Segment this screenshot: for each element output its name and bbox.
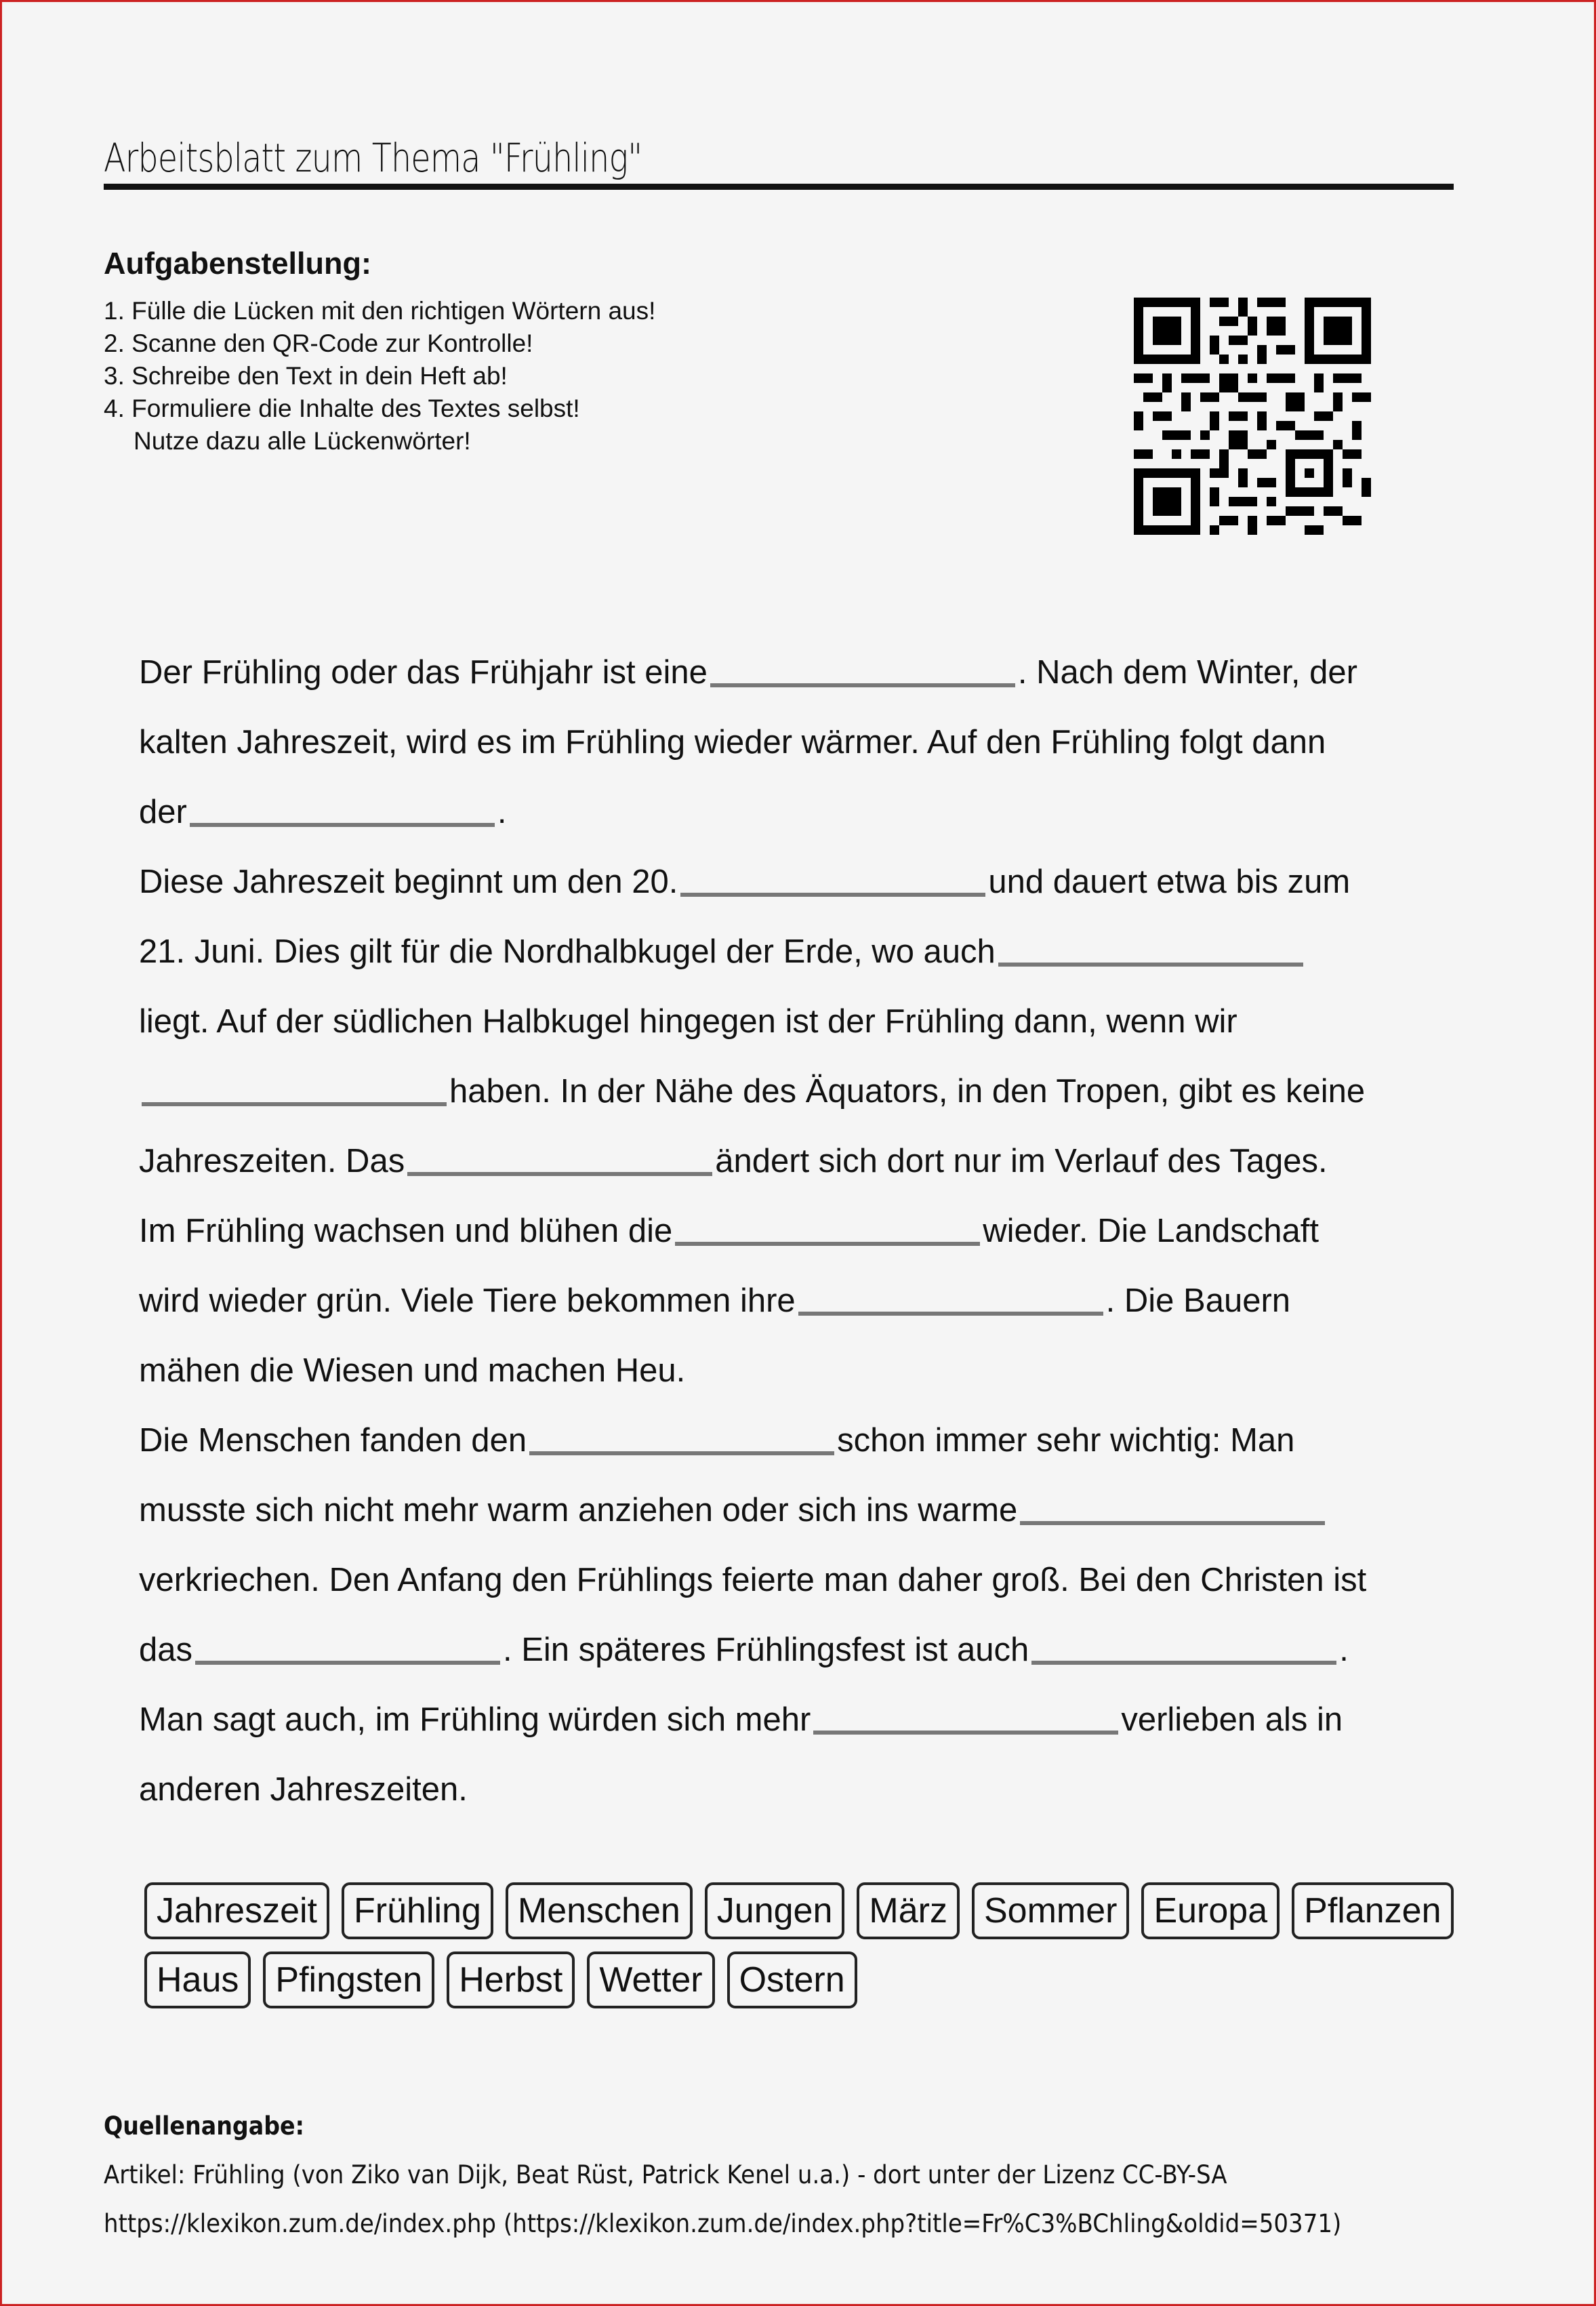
- cloze-text-segment: und dauert etwa bis zum: [988, 864, 1351, 900]
- cloze-line: [139, 1615, 1447, 1685]
- cloze-text-segment: .: [497, 794, 507, 830]
- word-chip[interactable]: Pflanzen: [1292, 1882, 1453, 1939]
- cloze-text-segment: Diese Jahreszeit beginnt um den 20.: [139, 864, 678, 900]
- task-list: [104, 295, 655, 458]
- cloze-text-segment: wird wieder grün. Viele Tiere bekommen ihre: [139, 1282, 796, 1319]
- cloze-line: [139, 1266, 1447, 1336]
- source-url[interactable]: https://klexikon.zum.de/index.php (https://klexikon.zum.de/index.php?title=Fr%C3%BChling&oldid=50371): [104, 2209, 1342, 2238]
- cloze-line: [139, 1196, 1447, 1266]
- cloze-text-segment: mähen die Wiesen und machen Heu.: [139, 1352, 686, 1389]
- qr-code-icon[interactable]: [1134, 295, 1371, 538]
- cloze-text-segment: ändert sich dort nur im Verlauf des Tages.: [715, 1143, 1328, 1179]
- blank-field[interactable]: [680, 866, 985, 897]
- cloze-text-segment: Die Menschen fanden den: [139, 1422, 527, 1459]
- cloze-text-segment: Jahreszeiten. Das: [139, 1143, 405, 1179]
- word-chip[interactable]: Jungen: [705, 1882, 845, 1939]
- blank-field[interactable]: [190, 796, 495, 827]
- task-item-continuation: Nutze dazu alle Lückenwörter!: [134, 427, 471, 455]
- word-chip[interactable]: Europa: [1141, 1882, 1280, 1939]
- cloze-text-segment: musste sich nicht mehr warm anziehen oder sich ins warme: [139, 1492, 1018, 1529]
- cloze-text-segment: Der Frühling oder das Frühjahr ist eine: [139, 654, 708, 691]
- cloze-line: [139, 777, 1447, 847]
- cloze-line: [139, 1057, 1447, 1127]
- blank-field[interactable]: [675, 1215, 980, 1246]
- blank-field[interactable]: [710, 656, 1015, 687]
- word-chip[interactable]: Frühling: [342, 1882, 493, 1939]
- word-chip[interactable]: März: [857, 1882, 960, 1939]
- task-item: 1. Fülle die Lücken mit den richtigen Wörtern aus!: [104, 297, 656, 325]
- cloze-text-segment: . Nach dem Winter, der: [1017, 654, 1357, 691]
- cloze-line: [139, 1406, 1447, 1476]
- cloze-line: [139, 917, 1447, 987]
- word-bank-row-1: [144, 1882, 1441, 1939]
- word-chip[interactable]: Wetter: [587, 1951, 714, 2008]
- cloze-text-segment: der: [139, 794, 187, 830]
- cloze-text-segment: .: [1339, 1632, 1349, 1668]
- cloze-text-segment: liegt. Auf der südlichen Halbkugel hingegen ist der Frühling dann, wenn wir: [139, 1003, 1237, 1040]
- task-item: 3. Schreibe den Text in dein Heft ab!: [104, 362, 508, 390]
- blank-field[interactable]: [998, 935, 1303, 967]
- word-chip[interactable]: Sommer: [972, 1882, 1129, 1939]
- word-bank-row-2: [144, 1951, 1432, 2008]
- cloze-line: [139, 638, 1447, 708]
- word-chip[interactable]: Pfingsten: [263, 1951, 434, 2008]
- word-chip[interactable]: Jahreszeit: [144, 1882, 329, 1939]
- task-heading: Aufgabenstellung:: [104, 246, 371, 281]
- word-chip[interactable]: Menschen: [506, 1882, 693, 1939]
- cloze-text-segment: verlieben als in: [1121, 1701, 1343, 1738]
- page-title: Arbeitsblatt zum Thema "Frühling": [104, 135, 642, 181]
- word-chip[interactable]: Haus: [144, 1951, 251, 2008]
- blank-field[interactable]: [1020, 1494, 1325, 1525]
- word-chip[interactable]: Ostern: [727, 1951, 857, 2008]
- cloze-line: [139, 1336, 1447, 1406]
- cloze-text-segment: Man sagt auch, im Frühling würden sich mehr: [139, 1701, 811, 1738]
- blank-field[interactable]: [529, 1424, 834, 1455]
- cloze-line: [139, 987, 1447, 1057]
- blank-field[interactable]: [798, 1285, 1103, 1316]
- cloze-line: [139, 1127, 1447, 1196]
- cloze-line: [139, 708, 1447, 777]
- blank-field[interactable]: [1031, 1634, 1336, 1665]
- cloze-text-segment: Im Frühling wachsen und blühen die: [139, 1213, 673, 1249]
- cloze-text-segment: anderen Jahreszeiten.: [139, 1771, 468, 1808]
- source-article: Artikel: Frühling (von Ziko van Dijk, Beat Rüst, Patrick Kenel u.a.) - dort unter der Lizenz CC-BY-SA: [104, 2160, 1227, 2189]
- cloze-text-segment: haben. In der Nähe des Äquators, in den Tropen, gibt es keine: [449, 1073, 1366, 1110]
- cloze-text-segment: . Ein späteres Frühlingsfest ist auch: [503, 1632, 1029, 1668]
- cloze-line: [139, 1476, 1447, 1545]
- cloze-line: [139, 1545, 1447, 1615]
- cloze-text-segment: wieder. Die Landschaft: [983, 1213, 1319, 1249]
- cloze-text: [139, 638, 1447, 1825]
- cloze-text-segment: verkriechen. Den Anfang den Frühlings feierte man daher groß. Bei den Christen ist: [139, 1562, 1367, 1598]
- cloze-text-segment: das: [139, 1632, 193, 1668]
- cloze-text-segment: schon immer sehr wichtig: Man: [837, 1422, 1295, 1459]
- cloze-line: [139, 1685, 1447, 1755]
- cloze-text-segment: . Die Bauern: [1105, 1282, 1291, 1319]
- task-item: 4. Formuliere die Inhalte des Textes selbst!: [104, 395, 580, 422]
- task-item: 2. Scanne den QR-Code zur Kontrolle!: [104, 329, 533, 357]
- cloze-text-segment: kalten Jahreszeit, wird es im Frühling wieder wärmer. Auf den Frühling folgt dann: [139, 724, 1326, 761]
- title-underline: [104, 184, 1454, 190]
- blank-field[interactable]: [813, 1703, 1118, 1735]
- cloze-text-segment: 21. Juni. Dies gilt für die Nordhalbkugel der Erde, wo auch: [139, 933, 996, 970]
- blank-field[interactable]: [142, 1075, 447, 1106]
- blank-field[interactable]: [407, 1145, 712, 1176]
- cloze-line: [139, 1755, 1447, 1825]
- blank-field[interactable]: [195, 1634, 500, 1665]
- word-chip[interactable]: Herbst: [447, 1951, 575, 2008]
- word-bank: [144, 1882, 1441, 2021]
- source-heading: Quellenangabe:: [104, 2111, 304, 2141]
- cloze-line: [139, 847, 1447, 917]
